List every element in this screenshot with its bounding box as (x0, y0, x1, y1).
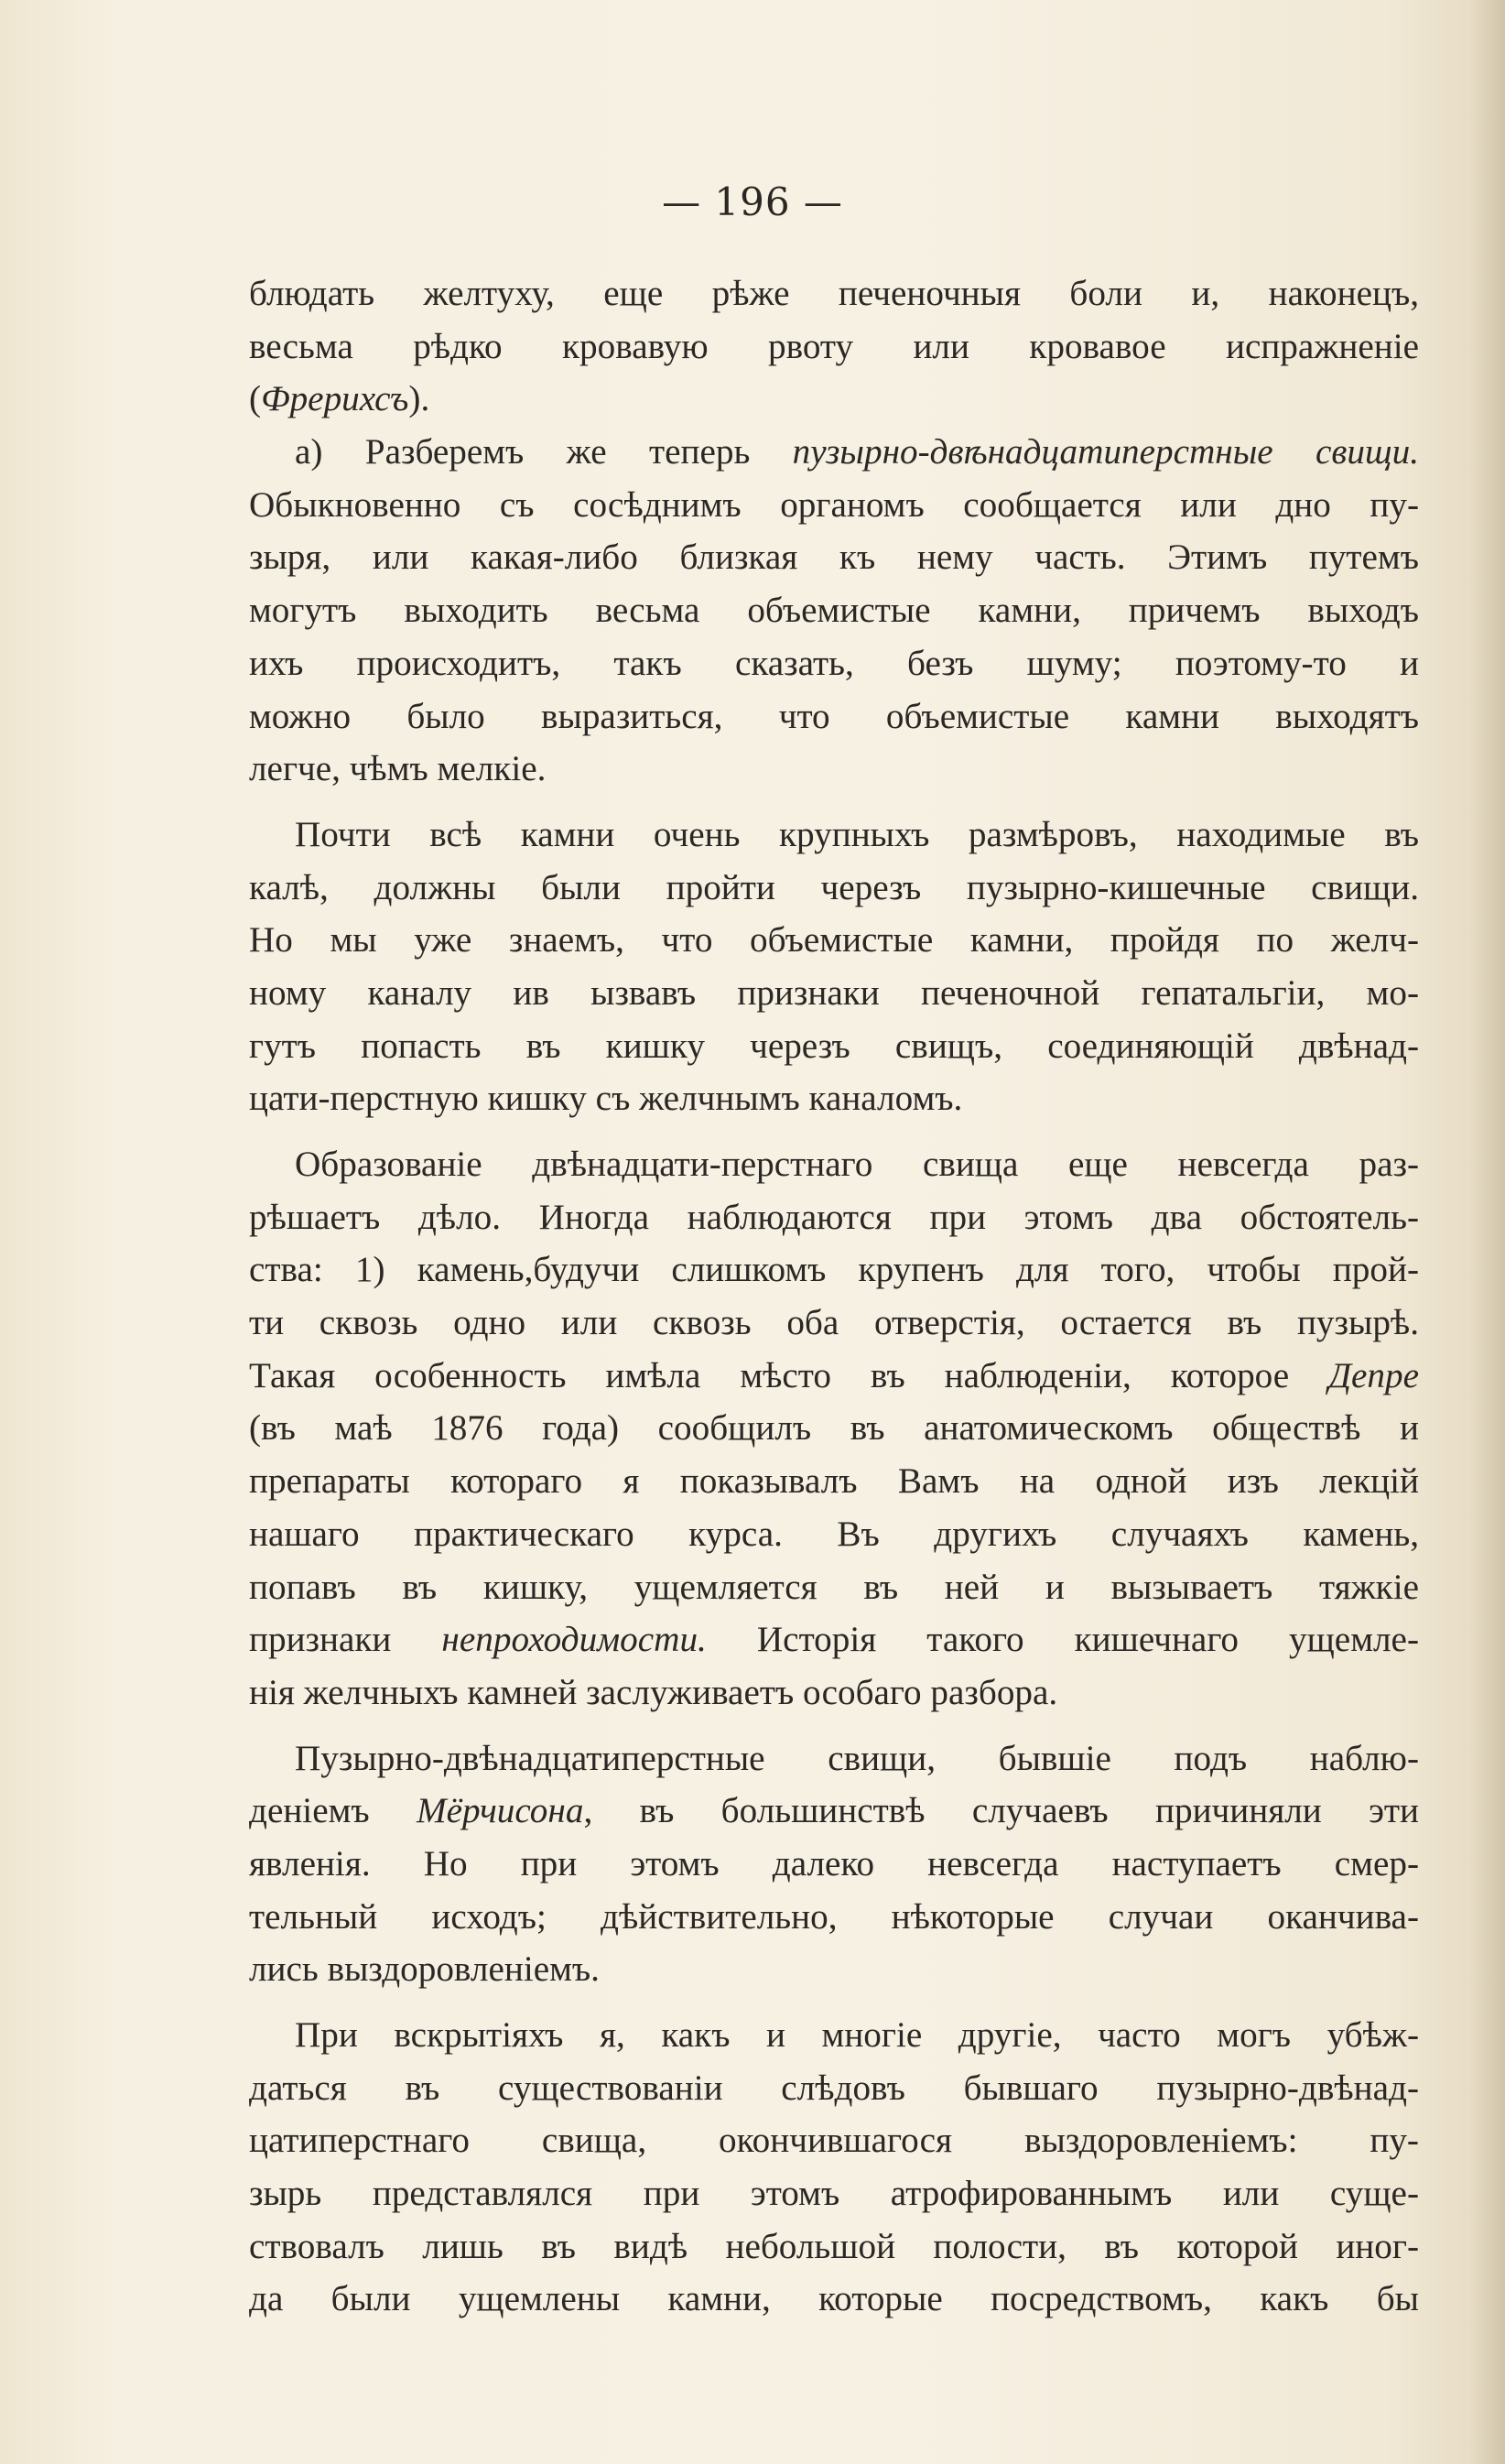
paragraph-gap (249, 1720, 1419, 1732)
text-line: При вскрытіяхъ я, какъ и многіе другіе, часто могъ убѣж- (295, 2015, 1419, 2055)
text-line: весьма рѣдко кровавую рвоту или кровавое испражненіе (249, 326, 1419, 366)
text-line: да были ущемлены камни, которые посредствомъ, какъ бы (249, 2279, 1419, 2319)
text-line: Но мы уже знаемъ, что объемистые камни, пройдя по желч- (249, 920, 1419, 961)
text-line (249, 1613, 1419, 1666)
text-line: Пузырно-двѣнадцатиперстные свищи, бывшіе подъ наблю- (295, 1738, 1419, 1778)
text-line: зыря, или какая-либо близкая къ нему часть. Этимъ путемъ (249, 537, 1419, 578)
body-text (249, 267, 1419, 2326)
text-line: лись выздоровленіемъ. (249, 1949, 600, 1990)
paragraph-gap (249, 1125, 1419, 1138)
text-line: явленія. Но при этомъ далеко невсегда наступаетъ смер- (249, 1843, 1419, 1883)
text-run: Такая особенность имѣла мѣсто въ наблюденіи, которое (249, 1355, 1329, 1395)
paragraph (249, 809, 1419, 1125)
text-line: можно было выразиться, что объемистые камни выходятъ (249, 696, 1419, 736)
page-number: — 196 — (662, 179, 843, 224)
text-line: блюдать желтуху, еще рѣже печеночныя боли и, наконецъ, (249, 274, 1419, 313)
text-line: Почти всѣ камни очень крупныхъ размѣровъ, находимые въ (295, 814, 1419, 854)
italic-author-name: Мёрчисона (416, 1791, 584, 1831)
text-line: ствовалъ лишь въ видѣ небольшой полости, въ которой иног- (249, 2226, 1419, 2266)
paragraph (249, 267, 1419, 426)
text-run: ). (408, 379, 430, 419)
text-line: ти сквозь одно или сквозь оба отверстія, остается въ пузырѣ. (249, 1303, 1419, 1343)
text-line: зырь представлялся при этомъ атрофированнымъ или суще- (249, 2174, 1419, 2214)
paragraph (249, 1138, 1419, 1720)
paragraph (249, 2009, 1419, 2326)
italic-term: пузырно-двѣнадцатиперстные свищи. (792, 432, 1419, 472)
text-line: (въ маѣ 1876 года) сообщилъ въ анатомическомъ обществѣ и (249, 1408, 1419, 1449)
text-line: ихъ происходитъ, такъ сказать, безъ шуму; поэтому-то и (249, 643, 1419, 683)
text-line: цатиперстнаго свища, окончившагося выздоровленіемъ: пу- (249, 2121, 1419, 2161)
text-line: препараты котораго я показывалъ Вамъ на одной изъ лекцій (249, 1461, 1419, 1502)
text-run: деніемъ (249, 1791, 417, 1831)
text-line (249, 373, 1419, 426)
text-line: калѣ, должны были пройти черезъ пузырно-кишечные свищи. (249, 867, 1419, 907)
text-line: тельный исходъ; дѣйствительно, нѣкоторые случаи оканчива- (249, 1896, 1419, 1937)
text-run: ( (249, 379, 262, 419)
text-line (249, 1350, 1419, 1403)
text-line: попавъ въ кишку, ущемляется въ ней и вызываетъ тяжкіе (249, 1567, 1419, 1607)
italic-author-name: Депре (1328, 1355, 1419, 1395)
text-run: признаки (249, 1620, 442, 1660)
text-run: , въ большинствѣ случаевъ причиняли эти (583, 1791, 1419, 1831)
text-run: а) Разберемъ же теперь (295, 432, 793, 472)
page-edge-shadow (1468, 0, 1505, 2464)
text-line (249, 426, 1419, 479)
text-line: рѣшаетъ дѣло. Иногда наблюдаются при этомъ два обстоятель- (249, 1197, 1419, 1237)
text-line: нашаго практическаго курса. Въ другихъ случаяхъ камень, (249, 1514, 1419, 1554)
text-line: Образованіе двѣнадцати-перстнаго свища еще невсегда раз- (295, 1145, 1419, 1184)
text-line: гутъ попасть въ кишку черезъ свищъ, соединяющій двѣнад- (249, 1026, 1419, 1066)
text-line: могутъ выходить весьма объемистые камни, причемъ выходъ (249, 591, 1419, 631)
italic-author-name: Фрерихсъ (261, 379, 409, 419)
text-line: даться въ существованіи слѣдовъ бывшаго пузырно-двѣнад- (249, 2068, 1419, 2108)
text-line: ства: 1) камень,будучи слишкомъ крупенъ для того, чтобы прой- (249, 1250, 1419, 1290)
italic-term: непроходимости. (441, 1620, 707, 1660)
text-line: ному каналу ив ызвавъ признаки печеночной гепатальгіи, мо- (249, 972, 1419, 1013)
text-line: легче, чѣмъ мелкіе. (249, 749, 547, 789)
text-line (249, 1785, 1419, 1838)
paragraph-gap (249, 1996, 1419, 2009)
text-line: Обыкновенно съ сосѣднимъ органомъ сообщается или дно пу- (249, 484, 1419, 525)
text-line: цати-перстную кишку съ желчнымъ каналомъ. (249, 1079, 963, 1119)
paragraph (249, 1732, 1419, 1996)
text-line: нія желчныхъ камней заслуживаетъ особаго разбора. (249, 1672, 1058, 1712)
paragraph-gap (249, 796, 1419, 809)
paragraph (249, 426, 1419, 796)
text-run: Исторія такого кишечнаго ущемле- (706, 1620, 1419, 1660)
